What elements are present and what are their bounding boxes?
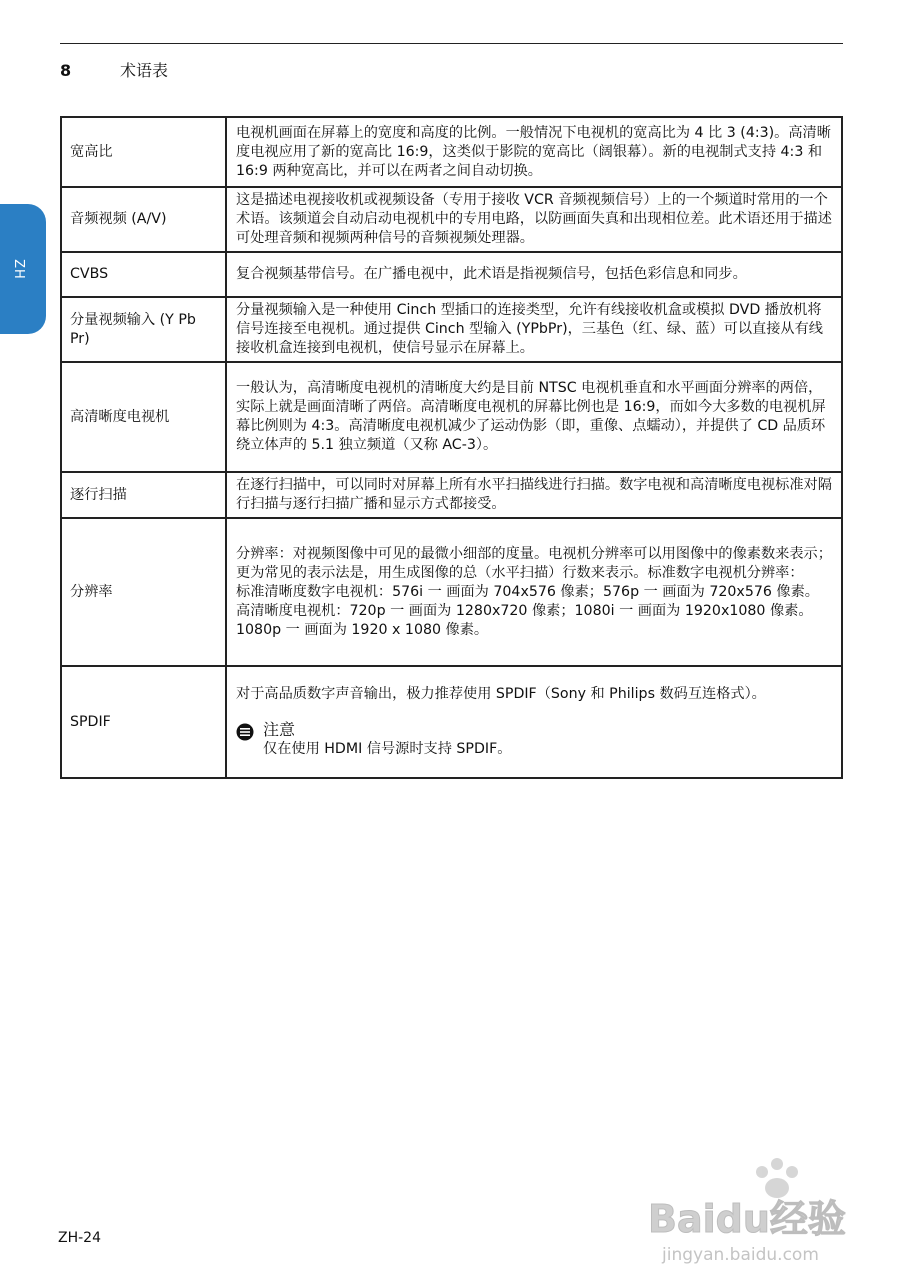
language-tab-label: ZH — [10, 259, 26, 280]
glossary-term: CVBS — [61, 252, 226, 297]
definition-paragraph: 电视机画面在屏幕上的宽度和高度的比例。一般情况下电视机的宽高比为 4 比 3 (4:3)。高清晰度电视应用了新的宽高比 16:9，这类似于影院的宽高比（阔银幕）。新的电视制式支持 4:3 和 16:9 两种宽高比，并可以在两者之间自动切换。 — [236, 124, 831, 179]
glossary-row — [61, 117, 842, 187]
glossary-definition — [226, 518, 842, 666]
definition-paragraph: 标准清晰度数字电视机：576i 一 画面为 704x576 像素；576p 一 画面为 720x576 像素。 — [236, 583, 819, 600]
language-tab — [0, 204, 46, 334]
glossary-row — [61, 518, 842, 666]
glossary-row — [61, 362, 842, 472]
glossary-definition — [226, 187, 842, 252]
page-number: ZH-24 — [58, 1230, 101, 1246]
definition-paragraph: 高清晰度电视机：720p 一 画面为 1280x720 像素；1080i 一 画面为 1920x1080 像素。1080p 一 画面为 1920 x 1080 像素。 — [236, 602, 813, 638]
glossary-row — [61, 472, 842, 518]
glossary-row — [61, 187, 842, 252]
header-rule — [60, 43, 843, 44]
glossary-definition — [226, 472, 842, 518]
glossary-term: SPDIF — [61, 666, 226, 778]
glossary-row — [61, 252, 842, 297]
baidu-watermark — [640, 1150, 860, 1270]
glossary-definition — [226, 666, 842, 778]
watermark-brand: Baidu经验 — [648, 1197, 846, 1241]
chapter-heading — [60, 58, 168, 81]
glossary-term: 音频视频 (A/V) — [61, 187, 226, 252]
glossary-row — [61, 297, 842, 362]
definition-paragraph: 复合视频基带信号。在广播电视中，此术语是指视频信号，包括色彩信息和同步。 — [236, 266, 747, 282]
glossary-term: 宽高比 — [61, 117, 226, 187]
glossary-definition — [226, 117, 842, 187]
glossary-definition — [226, 297, 842, 362]
watermark-url: jingyan.baidu.com — [662, 1245, 819, 1265]
note-title: 注意 — [263, 720, 296, 739]
glossary-table — [60, 116, 843, 779]
chapter-number: 8 — [60, 61, 72, 80]
definition-paragraph: 分量视频输入是一种使用 Cinch 型插口的连接类型，允许有线接收机盒或模拟 DVD 播放机将信号连接至电视机。通过提供 Cinch 型输入 (YPbPr)，三基色（红、绿、蓝）可以直接从有线接收机盒连接到电视机，使信号显示在屏幕上。 — [236, 302, 823, 356]
definition-paragraph: 一般认为，高清晰度电视机的清晰度大约是目前 NTSC 电视机垂直和水平画面分辨率的两倍，实际上就是画面清晰了两倍。高清晰度电视机的屏幕比例也是 16:9，而如今大多数的电视机屏幕比例则为 4:3。高清晰度电视机减少了运动伪影（即，重像、点蠕动），并提供了 CD 品质环绕立体声的 5.1 独立频道（又称 AC-3）。 — [236, 380, 826, 453]
glossary-term: 逐行扫描 — [61, 472, 226, 518]
note-box — [236, 720, 832, 759]
note-content — [263, 720, 511, 759]
glossary-definition — [226, 252, 842, 297]
definition-paragraph: 分辨率：对视频图像中可见的最微小细部的度量。电视机分辨率可以用图像中的像素数来表示；更为常见的表示法是，用生成图像的总（水平扫描）行数来表示。标准数字电视机分辨率： — [236, 545, 832, 581]
glossary-term: 分量视频输入 (Y Pb Pr) — [61, 297, 226, 362]
glossary-row — [61, 666, 842, 778]
definition-paragraph: 对于高品质数字声音输出，极力推荐使用 SPDIF（Sony 和 Philips 数码互连格式）。 — [236, 686, 766, 702]
definition-paragraph: 这是描述电视接收机或视频设备（专用于接收 VCR 音频视频信号）上的一个频道时常用的一个术语。该频道会自动启动电视机中的专用电路，以防画面失真和出现相位差。此术语还用于描述可处理音频和视频两种信号的音频视频处理器。 — [236, 192, 832, 246]
note-text: 仅在使用 HDMI 信号源时支持 SPDIF。 — [263, 741, 512, 757]
chapter-title: 术语表 — [120, 61, 169, 80]
glossary-term: 高清晰度电视机 — [61, 362, 226, 472]
note-icon — [236, 723, 254, 741]
glossary-definition — [226, 362, 842, 472]
glossary-term: 分辨率 — [61, 518, 226, 666]
definition-paragraph: 在逐行扫描中，可以同时对屏幕上所有水平扫描线进行扫描。数字电视和高清晰度电视标准对隔行扫描与逐行扫描广播和显示方式都接受。 — [236, 477, 832, 512]
